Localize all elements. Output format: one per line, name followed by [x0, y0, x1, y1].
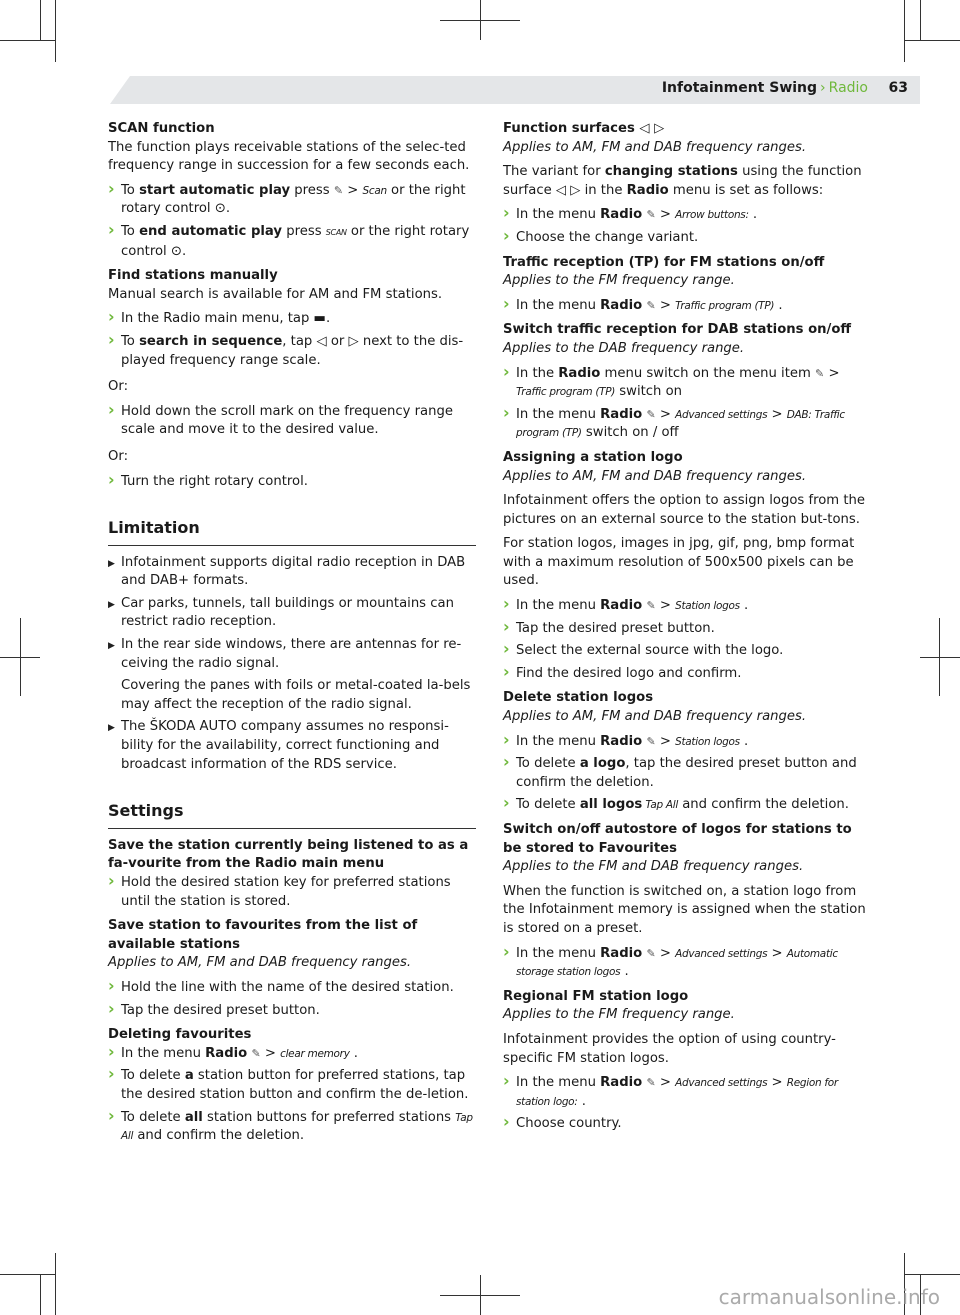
paragraph: Infotainment provides the option of using country-specific FM station logos. — [503, 1031, 836, 1066]
crop-mark — [920, 0, 921, 40]
list-item: › Choose country. — [503, 1115, 871, 1134]
right-column — [503, 120, 871, 1138]
list-item: › Tap the desired preset button. — [108, 1002, 476, 1021]
crop-mark — [0, 40, 55, 41]
watermark: carmanualsonline.info — [718, 1285, 940, 1309]
list-item: › Find the desired logo and confirm. — [503, 665, 871, 684]
list-item: › To delete a logo, tap the desired preset button and confirm the deletion. — [503, 755, 871, 792]
settings-icon: ✎ — [251, 1046, 261, 1060]
applies-text: Applies to the FM frequency range. — [503, 1007, 735, 1023]
subheading: Assigning a station logo — [503, 449, 683, 465]
subheading: Delete station logos — [503, 690, 654, 706]
settings-icon: ✎ — [815, 366, 825, 380]
settings-icon: ✎ — [333, 183, 344, 197]
settings-icon: ✎ — [646, 599, 656, 613]
page-number: 63 — [888, 80, 908, 96]
list-item: › In the menu Radio ✎ > clear memory . — [108, 1045, 476, 1064]
list-item: › In the Radio menu switch on the menu item ✎ > Traffic program (TP) switch on — [503, 365, 871, 402]
crop-mark — [440, 20, 520, 21]
applies-text: Applies to the DAB frequency range. — [503, 340, 745, 356]
settings-icon: ✎ — [646, 208, 656, 222]
scan-title: SCAN function — [108, 121, 215, 136]
scan-desc: The function plays receivable stations of the selec-ted frequency range in succession for a few seconds each. — [108, 139, 470, 174]
or-text: Or: — [108, 379, 129, 395]
list-item: ▶ The ŠKODA AUTO company assumes no responsi-bility for the availability, correct functioning and broadcast information of the RDS service. — [108, 718, 476, 774]
list-item: › In the menu Radio ✎ > Station logos . — [503, 597, 871, 616]
header-sep: › — [820, 80, 826, 96]
settings-icon: ✎ — [646, 407, 656, 421]
applies-text: Applies to AM, FM and DAB frequency ranges. — [108, 955, 412, 971]
settings-icon: ✎ — [646, 946, 656, 960]
list-item: › To start automatic play press ✎ > Scan or the right rotary control ⊙. — [108, 182, 476, 219]
crop-mark — [0, 1274, 55, 1275]
menu-label: DAB: Traffic program (TP) — [516, 408, 845, 440]
list-item: ▶ Infotainment supports digital radio reception in DAB and DAB+ formats. — [108, 554, 476, 591]
menu-label: Advanced settings — [675, 1077, 768, 1090]
applies-text: Applies to the FM and DAB frequency ranges. — [503, 859, 804, 875]
menu-label: Arrow buttons: — [675, 209, 749, 222]
header-section: Infotainment Swing — [661, 80, 818, 96]
paragraph: The variant for changing stations using the function surface ◁ ▷ in the Radio menu is set as follows: — [503, 164, 862, 198]
crop-mark — [440, 1295, 520, 1296]
paragraph: When the function is switched on, a station logo from the Infotainment memory is assigned when the station is stored on a preset. — [503, 883, 866, 936]
list-item: ▶ In the rear side windows, there are antennas for re-ceiving the radio signal. — [108, 636, 476, 673]
menu-label: clear memory — [280, 1047, 350, 1060]
settings-icon: ✎ — [646, 734, 656, 748]
list-item: › Select the external source with the logo. — [503, 642, 871, 661]
menu-label: Advanced settings — [675, 408, 768, 421]
list-item: › To delete a station button for preferred stations, tap the desired station button and confirm the de-letion. — [108, 1067, 476, 1104]
list-item: › Hold the line with the name of the desired station. — [108, 979, 476, 998]
subheading: Save the station currently being listened to as a fa-vourite from the Radio main menu — [108, 837, 469, 872]
applies-text: Applies to the FM frequency range. — [503, 273, 735, 289]
crop-mark — [905, 40, 960, 41]
list-item: › To end automatic play press SCAN or the right rotary control ⊙. — [108, 223, 476, 261]
menu-label: SCAN — [325, 227, 347, 237]
crop-mark — [55, 1253, 56, 1315]
menu-label: Station logos — [675, 600, 740, 613]
left-column — [108, 120, 476, 1150]
manual-desc: Manual search is available for AM and FM stations. — [108, 286, 443, 302]
subheading: Function surfaces ◁ ▷ — [503, 121, 665, 136]
menu-label: Tap All — [642, 799, 678, 812]
menu-label: Traffic program (TP) — [675, 299, 775, 312]
section-heading: Limitation — [108, 519, 476, 546]
list-item: › Choose the change variant. — [503, 229, 871, 248]
list-item: › Hold the desired station key for preferred stations until the station is stored. — [108, 874, 476, 911]
crop-mark — [920, 657, 960, 658]
list-item: › In the Radio main menu, tap ▬. — [108, 310, 476, 329]
list-item: › To search in sequence, tap ◁ or ▷ next to the dis-played frequency range scale. — [108, 333, 476, 370]
settings-icon: ✎ — [646, 1076, 656, 1090]
list-item: › In the menu Radio ✎ > Advanced settings > Region for station logo: . — [503, 1074, 871, 1111]
or-text: Or: — [108, 448, 129, 464]
list-item: › In the menu Radio ✎ > Traffic program (TP) . — [503, 297, 871, 316]
section-heading: Settings — [108, 802, 476, 829]
menu-label: Traffic program (TP) — [516, 386, 616, 399]
menu-label: Tap All — [121, 1111, 473, 1143]
paragraph: For station logos, images in jpg, gif, png, bmp format with a maximum resolution of 500x500 pixels can be used. — [503, 536, 855, 589]
crop-mark — [40, 1274, 41, 1315]
paragraph: Infotainment offers the option to assign logos from the pictures on an external source to the station but-tons. — [503, 493, 865, 527]
applies-text: Applies to AM, FM and DAB frequency ranges. — [503, 468, 807, 484]
crop-mark — [904, 0, 905, 62]
applies-text: Applies to AM, FM and DAB frequency ranges. — [503, 139, 807, 155]
crop-mark — [0, 657, 40, 658]
list-item: ▶ Car parks, tunnels, tall buildings or mountains can restrict radio reception. — [108, 595, 476, 632]
subheading: Save station to favourites from the list of available stations — [108, 918, 418, 952]
menu-label: Region for station logo: — [516, 1077, 838, 1108]
subheading: Traffic reception (TP) for FM stations on/off — [503, 254, 825, 270]
list-item: › To delete all logos Tap All and confirm the deletion. — [503, 796, 871, 815]
list-item: › Tap the desired preset button. — [503, 620, 871, 639]
list-item: › In the menu Radio ✎ > Station logos . — [503, 733, 871, 752]
applies-text: Applies to AM, FM and DAB frequency ranges. — [503, 709, 807, 725]
menu-label: Advanced settings — [675, 947, 768, 960]
list-item: › Turn the right rotary control. — [108, 473, 476, 492]
subheading: Switch on/off autostore of logos for stations to be stored to Favourites — [503, 822, 852, 856]
menu-label: Automatic storage station logos — [516, 947, 838, 979]
note-text: Covering the panes with foils or metal-coated la-bels may affect the reception of the radio signal. — [121, 678, 471, 712]
list-item: › Hold down the scroll mark on the frequency range scale and move it to the desired value. — [108, 403, 476, 440]
settings-icon: ✎ — [646, 298, 656, 312]
menu-label: Scan — [362, 184, 387, 197]
list-item: › In the menu Radio ✎ > Advanced settings > DAB: Traffic program (TP) switch on / off — [503, 406, 871, 443]
list-item: › In the menu Radio ✎ > Arrow buttons: . — [503, 206, 871, 225]
crop-mark — [40, 0, 41, 40]
subheading: Switch traffic reception for DAB stations on/off — [503, 322, 852, 338]
manual-title: Find stations manually — [108, 268, 278, 284]
crop-mark — [905, 1274, 960, 1275]
header-chapter: Radio — [828, 80, 868, 96]
list-item: › In the menu Radio ✎ > Advanced settings > Automatic storage station logos . — [503, 945, 871, 982]
subheading: Deleting favourites — [108, 1027, 252, 1043]
menu-label: Station logos — [675, 735, 740, 748]
list-item: › To delete all station buttons for preferred stations Tap All and confirm the deletion. — [108, 1109, 476, 1146]
crop-mark — [55, 0, 56, 62]
running-header — [662, 80, 868, 96]
subheading: Regional FM station logo — [503, 988, 689, 1004]
